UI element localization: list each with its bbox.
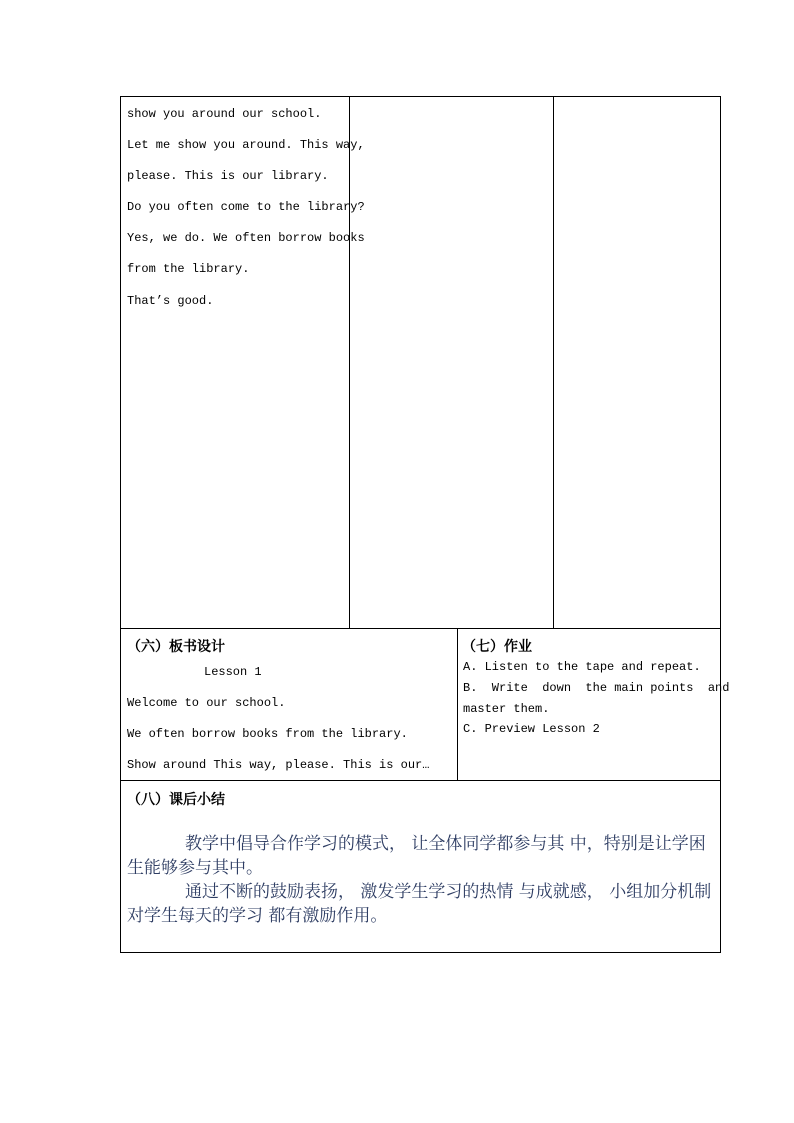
reflection-cell — [120, 780, 721, 953]
dialogue-line: Let me show you around. This way, — [127, 138, 365, 152]
homework-heading: （七）作业 — [462, 639, 532, 655]
top-cell-right — [553, 96, 721, 629]
dialogue-line: Yes, we do. We often borrow books — [127, 231, 365, 245]
board-design-cell — [120, 628, 458, 781]
homework-item: B. Write down the main points and — [463, 681, 730, 695]
homework-cell — [457, 628, 730, 781]
homework-item: A. Listen to the tape and repeat. — [463, 660, 701, 674]
reflection-heading: （八）课后小结 — [127, 792, 225, 808]
dialogue-line: That’s good. — [127, 294, 214, 308]
lesson-title: Lesson 1 — [204, 665, 262, 679]
dialogue-line: Do you often come to the library? — [127, 200, 365, 214]
dialogue-line: please. This is our library. — [127, 169, 329, 183]
top-cell-left — [120, 96, 365, 629]
board-line: Welcome to our school. — [127, 696, 286, 710]
board-line: We often borrow books from the library. — [127, 727, 408, 741]
board-line: Show around This way, please. This is our… — [127, 758, 430, 772]
homework-item: master them. — [463, 702, 550, 716]
dialogue-line: show you around our school. — [127, 107, 322, 121]
dialogue-line: from the library. — [127, 262, 250, 276]
reflection-paragraph: 教学中倡导合作学习的模式， 让全体同学都参与其 中，特别是让学困生能够参与其中。 — [127, 834, 706, 878]
homework-item: C. Preview Lesson 2 — [463, 722, 600, 736]
top-cell-middle — [349, 96, 554, 629]
board-design-heading: （六）板书设计 — [127, 639, 225, 655]
reflection-paragraph: 通过不断的鼓励表扬， 激发学生学习的热情 与成就感， 小组加分机制对学生每天的学习 都有激励作用。 — [127, 882, 712, 926]
